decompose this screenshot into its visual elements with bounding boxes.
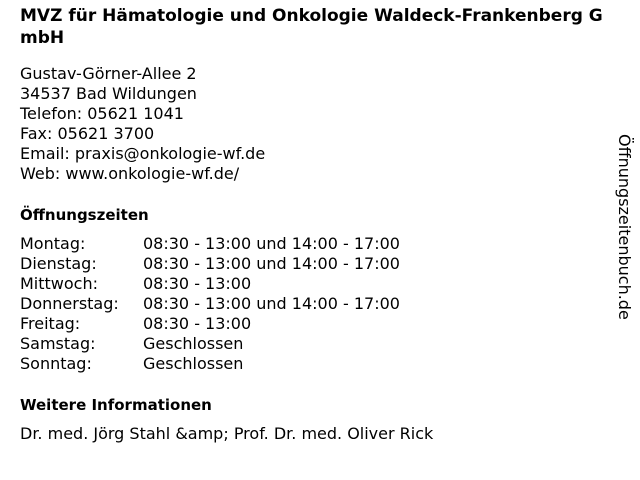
- website-url: Web: www.onkologie-wf.de/: [20, 164, 240, 183]
- opening-hours-heading: Öffnungszeiten: [20, 206, 149, 224]
- further-info-text: Dr. med. Jörg Stahl &amp; Prof. Dr. med. Oliver Rick: [20, 424, 434, 443]
- site-watermark: Öffnungszeitenbuch.de: [615, 134, 634, 320]
- email-address: Email: praxis@onkologie-wf.de: [20, 144, 266, 163]
- hours-time: 08:30 - 13:00 und 14:00 - 17:00: [143, 234, 400, 253]
- hours-time: 08:30 - 13:00: [143, 314, 252, 333]
- hours-row: [20, 314, 400, 334]
- hours-day: Sonntag:: [20, 354, 92, 373]
- street-address: Gustav-Görner-Allee 2: [20, 64, 197, 83]
- hours-day: Donnerstag:: [20, 294, 119, 313]
- hours-time: 08:30 - 13:00 und 14:00 - 17:00: [143, 254, 400, 273]
- business-name: MVZ für Hämatologie und Onkologie Waldeck-Frankenberg GmbH: [20, 6, 603, 48]
- hours-time: 08:30 - 13:00 und 14:00 - 17:00: [143, 294, 400, 313]
- hours-day: Samstag:: [20, 334, 96, 353]
- hours-row: [20, 274, 400, 294]
- further-info-heading: Weitere Informationen: [20, 396, 212, 414]
- fax-number: Fax: 05621 3700: [20, 124, 155, 143]
- opening-hours-table: [20, 234, 400, 374]
- phone-number: Telefon: 05621 1041: [20, 104, 184, 123]
- hours-time: Geschlossen: [143, 334, 244, 353]
- hours-time: Geschlossen: [143, 354, 244, 373]
- hours-row: [20, 294, 400, 314]
- hours-row: [20, 254, 400, 274]
- city-postal: 34537 Bad Wildungen: [20, 84, 197, 103]
- hours-row: [20, 354, 400, 374]
- hours-day: Freitag:: [20, 314, 81, 333]
- hours-day: Mittwoch:: [20, 274, 98, 293]
- hours-day: Montag:: [20, 234, 86, 253]
- hours-day: Dienstag:: [20, 254, 97, 273]
- contact-block: [20, 64, 265, 184]
- hours-time: 08:30 - 13:00: [143, 274, 252, 293]
- hours-row: [20, 234, 400, 254]
- hours-row: [20, 334, 400, 354]
